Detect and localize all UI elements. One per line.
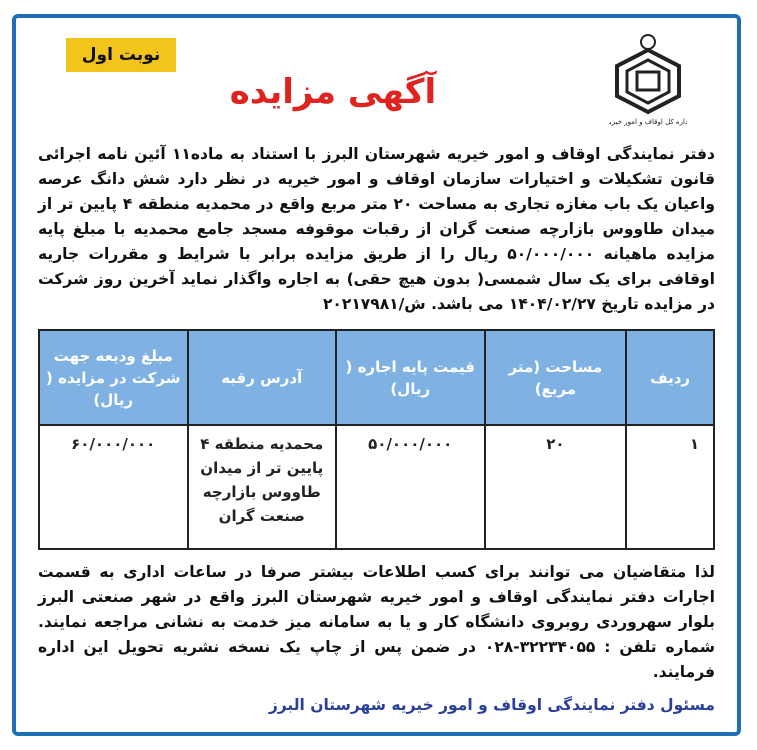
header-area: مساحت (متر مربع): [485, 330, 627, 425]
ad-header: [38, 18, 715, 136]
cell-area: ۲۰: [485, 425, 627, 549]
cell-base-price: ۵۰/۰۰۰/۰۰۰: [336, 425, 485, 549]
signature: مسئول دفتر نمایندگی اوقاف و امور خیریه شهرستان البرز: [268, 696, 715, 714]
ad-frame: [12, 14, 741, 736]
table-row: [39, 425, 714, 549]
auction-table: [38, 329, 715, 550]
ad-footer-text: لذا متقاضیان می توانند برای کسب اطلاعات بیشتر صرفا در ساعات اداری به قسمت اجارات دفتر نمایندگی اوقاف و امور خیریه شهرستان البرز واقع در شهر صنعتی البرز بلوار سهروردی روبروی دانشگاه کار و یا به سامانه میز خدمت به نشانی مراجعه نمایند. شماره تلفن : ۳۲۲۳۴۰۵۵-۰۲۸ در ضمن پس از چاپ یک نسخه نشریه تحویل این اداره فرمایند.: [38, 563, 716, 681]
ad-title: آگهی مزایده: [229, 72, 437, 112]
header-address: آدرس رقبه: [188, 330, 337, 425]
awqaf-logo: [609, 32, 687, 132]
cell-address: محمدیه منطقه ۴ پایین تر از میدان طاووس بازارچه صنعت گران: [188, 425, 337, 549]
logo-caption: اداره کل اوقاف و امور خیریه: [609, 118, 687, 126]
cell-row-number: ۱: [626, 425, 714, 549]
header-base-price: قیمت پایه اجاره ( ریال): [336, 330, 485, 425]
cell-deposit: ۶۰/۰۰۰/۰۰۰: [39, 425, 188, 549]
insertion-badge: نوبت اول: [66, 38, 176, 72]
header-row-number: ردیف: [626, 330, 714, 425]
ad-body-text: دفتر نمایندگی اوقاف و امور خیریه شهرستان البرز با استناد به ماده۱۱ آئین نامه اجرائی قانون تشکیلات و اختیارات سازمان اوقاف و امور خیریه در نظر دارد شش دانگ عرصه واعیان یک باب مغازه تجاری به مساحت ۲۰ متر مربع واقع در محمدیه منطقه ۴ پایین تر از میدان طاووس بازارچه صنعت گران از رقبات موقوفه مسجد جامع محمدیه با مبلغ پایه مزایده ماهیانه ۵۰/۰۰۰/۰۰۰ ریال را از طریق مزایده برابر با شرایط و مقررات جاریه اوقافی برای یک سال شمسی( بدون هیچ حقی) به اجاره واگذار نماید آخرین روز شرکت در مزایده تاریخ ۱۴۰۴/۰۲/۲۷ می باشد. ش/۲۰۲۱۷۹۸۱: [38, 145, 716, 313]
header-deposit: مبلغ ودیعه جهت شرکت در مزایده ( ریال): [39, 330, 188, 425]
